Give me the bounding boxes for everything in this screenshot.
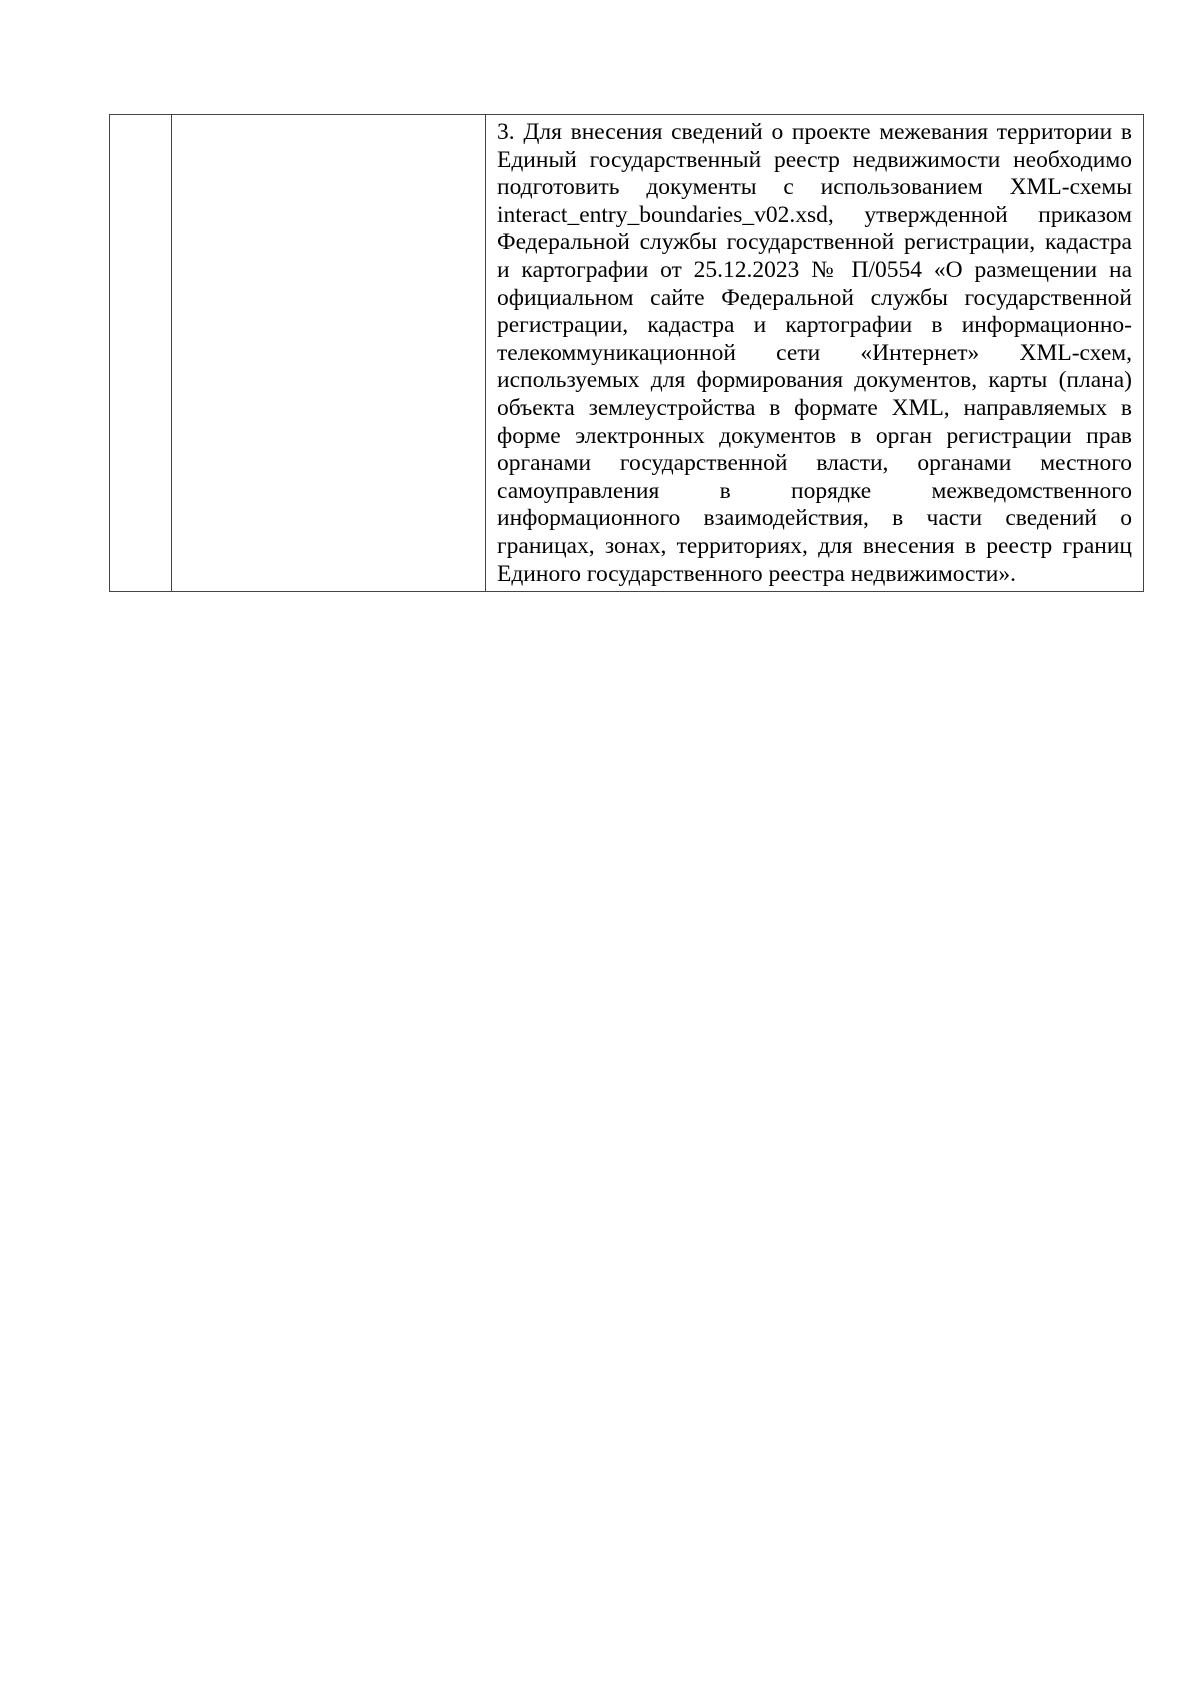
number-cell: [110, 115, 172, 592]
document-table: [109, 114, 1144, 592]
description-text: 3. Для внесения сведений о проекте межевания территории в Единый государственный реестр недвижимости необходимо подготовить документы с использованием XML-схемы interact_entry_boundaries_v02.xsd, утвержденной приказом Федеральной службы государственной регистрации, кадастра и картографии от 25.12.2023 № П/0554 «О размещении на официальном сайте Федеральной службы государственной регистрации, кадастра и картографии в информационно-телекоммуникационной сети «Интернет» XML-схем, используемых для формирования документов, карты (плана) объекта землеустройства в формате XML, направляемых в форме электронных документов в орган регистрации прав органами государственной власти, органами местного самоуправления в порядке межведомственного информационного взаимодействия, в части сведений о границах, зонах, территориях, для внесения в реестр границ Единого государственного реестра недвижимости».: [497, 119, 1132, 587]
table-row: [110, 115, 1144, 592]
name-cell: [172, 115, 486, 592]
description-cell: [486, 115, 1144, 592]
